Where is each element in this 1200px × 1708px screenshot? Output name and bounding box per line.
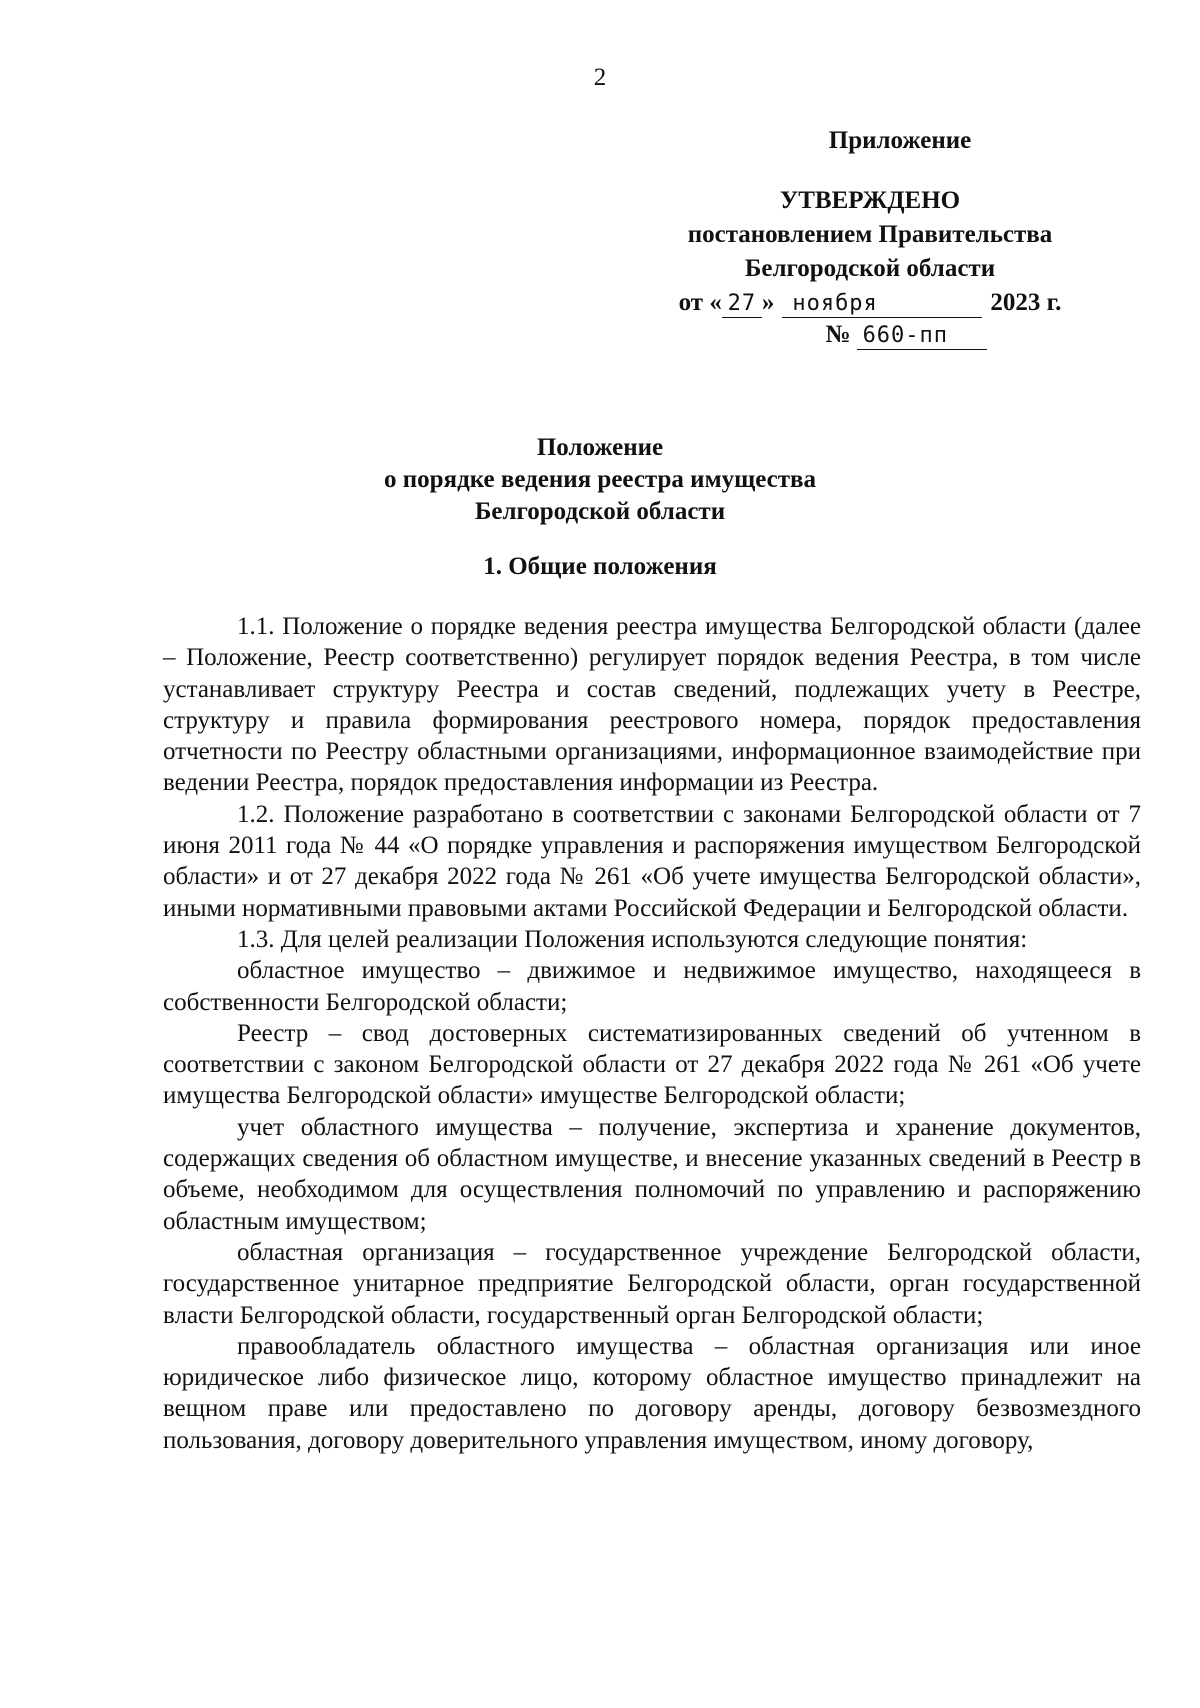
approved-by-region: Белгородской области bbox=[744, 255, 996, 282]
approved-by-line: постановлением Правительства bbox=[687, 221, 1053, 248]
approved-label: УТВЕРЖДЕНО bbox=[779, 187, 961, 214]
definition-registry: Реестр – свод достоверных систематизированных сведений об учтенном в соответствии с законом Белгородской области от 27 декабря 2022 года № 261 «Об учете имущества Белгородской области» имуществе Белгородской области; bbox=[163, 1019, 1141, 1110]
date-prefix: от « bbox=[678, 289, 722, 316]
document-body bbox=[163, 611, 1141, 1456]
title-line-2: о порядке ведения реестра имущества bbox=[383, 466, 816, 493]
title-line-1: Положение bbox=[536, 434, 664, 461]
definition-rights-holder: правообладатель областного имущества – областная организация или иное юридическое либо физическое лицо, которому областное имущество принадлежит на вещном праве или предоставлено по договору аренды, договору безвозмездного пользования, договору доверительного управления имуществом, иному договору, bbox=[163, 1332, 1141, 1454]
definition-regional-property: областное имущество – движимое и недвижимое имущество, находящееся в собственности Белгородской области; bbox=[163, 957, 1141, 1016]
section-title: 1. Общие положения bbox=[483, 553, 717, 580]
date-month: ноября bbox=[782, 291, 982, 318]
definition-property-accounting: учет областного имущества – получение, экспертиза и хранение документов, содержащих сведения об областном имуществе, и внесение указанных сведений в Реестр в объеме, необходимом для осуществления полномочий по управлению и распоряжению областным имуществом; bbox=[163, 1113, 1141, 1235]
approval-block bbox=[600, 124, 1140, 350]
appendix-label: Приложение bbox=[828, 127, 972, 154]
title-line-3: Белгородской области bbox=[474, 498, 726, 525]
date-mid: » bbox=[761, 289, 775, 316]
page-number: 2 bbox=[593, 64, 607, 91]
paragraph-1-3: 1.3. Для целей реализации Положения используются следующие понятия: bbox=[237, 925, 1028, 953]
date-day: 27 bbox=[722, 291, 762, 318]
approval-date bbox=[600, 286, 1140, 320]
number-value: 660-пп bbox=[857, 323, 987, 350]
paragraph-1-2: 1.2. Положение разработано в соответствии с законами Белгородской области от 7 июня 2011 года № 44 «О порядке управления и распоряжения имуществом Белгородской области» и от 27 декабря 2022 года № 261 «Об учете имущества Белгородской области», иными нормативными правовыми актами Российской Федерации и Белгородской области. bbox=[163, 800, 1141, 922]
paragraph-1-1: 1.1. Положение о порядке ведения реестра имущества Белгородской области (далее – Положение, Реестр соответственно) регулирует порядок ведения Реестра, в том числе устанавливает структуру Реестра и состав сведений, подлежащих учету в Реестре, структуру и правила формирования реестрового номера, порядок предоставления отчетности по Реестру областными организациями, информационное взаимодействие при ведении Реестра, порядок предоставления информации из Реестра. bbox=[163, 613, 1141, 797]
number-prefix: № bbox=[825, 321, 851, 348]
approval-number bbox=[600, 320, 1140, 350]
date-year: 2023 г. bbox=[990, 289, 1062, 316]
definition-regional-organization: областная организация – государственное учреждение Белгородской области, государственное унитарное предприятие Белгородской области, орган государственной власти Белгородской области, государственный орган Белгородской области; bbox=[163, 1238, 1141, 1329]
document-title bbox=[0, 432, 1200, 528]
approval-stamp bbox=[600, 184, 1140, 350]
